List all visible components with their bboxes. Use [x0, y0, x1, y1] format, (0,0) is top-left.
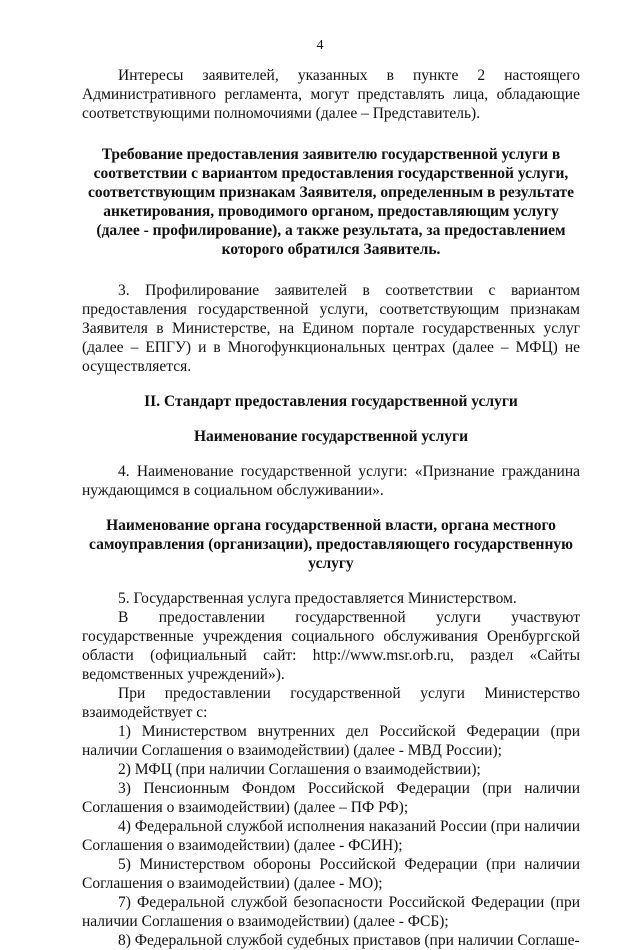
- heading-service-name: Наименование государственной услуги: [194, 428, 468, 445]
- heading-profiling-requirement: Требование предоставления заявителю государственной услуги в соответствии с вариантом предоставления государственной услуги, соответствующим признакам Заявителя, определенным в результате анкетирования, проводимого органом, предоставляющим услугу (далее - профилирование), а также результата, за предоставлением которого обратился Заявитель.: [87, 146, 575, 258]
- paragraph-service-name: 4. Наименование государственной услуги: «Признание гражданина нуждающимся в социальном обслуживании».: [82, 463, 580, 499]
- list-item-fsin: 4) Федеральной службой исполнения наказаний России (при наличии Соглашения о взаимодействии) (далее - ФСИН);: [82, 818, 580, 854]
- paragraph-profiling: 3. Профилирование заявителей в соответствии с вариантом предоставления государственной услуги, соответствующим признакам Заявителя в Министерстве, на Едином портале государственных услуг (далее – ЕПГУ) и в Многофункциональных центрах (далее – МФЦ) не осуществляется.: [82, 282, 580, 375]
- paragraph-interaction-intro: При предоставлении государственной услуги Министерство взаимодействует с:: [82, 685, 580, 721]
- paragraph-institutions: В предоставлении государственной услуги участвуют государственные учреждения социального обслуживания Оренбургской области (официальный сайт: http://www.msr.orb.ru, раздел «Сайты ведомственных учреждений»).: [82, 609, 580, 683]
- list-item-mo: 5) Министерством обороны Российской Федерации (при наличии Соглашения о взаимодействии) (далее - МО);: [82, 856, 580, 892]
- paragraph-representatives: Интересы заявителей, указанных в пункте 2 настоящего Административного регламента, могут представлять лица, обладающие соответствующими полномочиями (далее – Представитель).: [82, 67, 580, 122]
- list-item-mvd: 1) Министерством внутренних дел Российской Федерации (при наличии Соглашения о взаимодействии) (далее - МВД России);: [82, 723, 580, 759]
- page-number: 4: [316, 38, 324, 53]
- list-item-fsb: 7) Федеральной службой безопасности Российской Федерации (при наличии Соглашения о взаимодействии) (далее - ФСБ);: [82, 894, 580, 930]
- paragraph-ministry: 5. Государственная услуга предоставляется Министерством.: [118, 590, 517, 607]
- list-item-mfc: 2) МФЦ (при наличии Соглашения о взаимодействии);: [118, 761, 481, 778]
- list-item-pfr: 3) Пенсионным Фондом Российской Федерации (при наличии Соглашения о взаимодействии) (далее – ПФ РФ);: [82, 780, 580, 816]
- document-body: [82, 66, 580, 950]
- heading-authority: Наименование органа государственной власти, органа местного самоуправления (организации), предоставляющего государственную услугу: [89, 517, 573, 572]
- heading-section-2: II. Стандарт предоставления государственной услуги: [144, 393, 518, 410]
- list-item-fssp: 8) Федеральной службой судебных приставов (при наличии Соглаше-: [118, 932, 580, 949]
